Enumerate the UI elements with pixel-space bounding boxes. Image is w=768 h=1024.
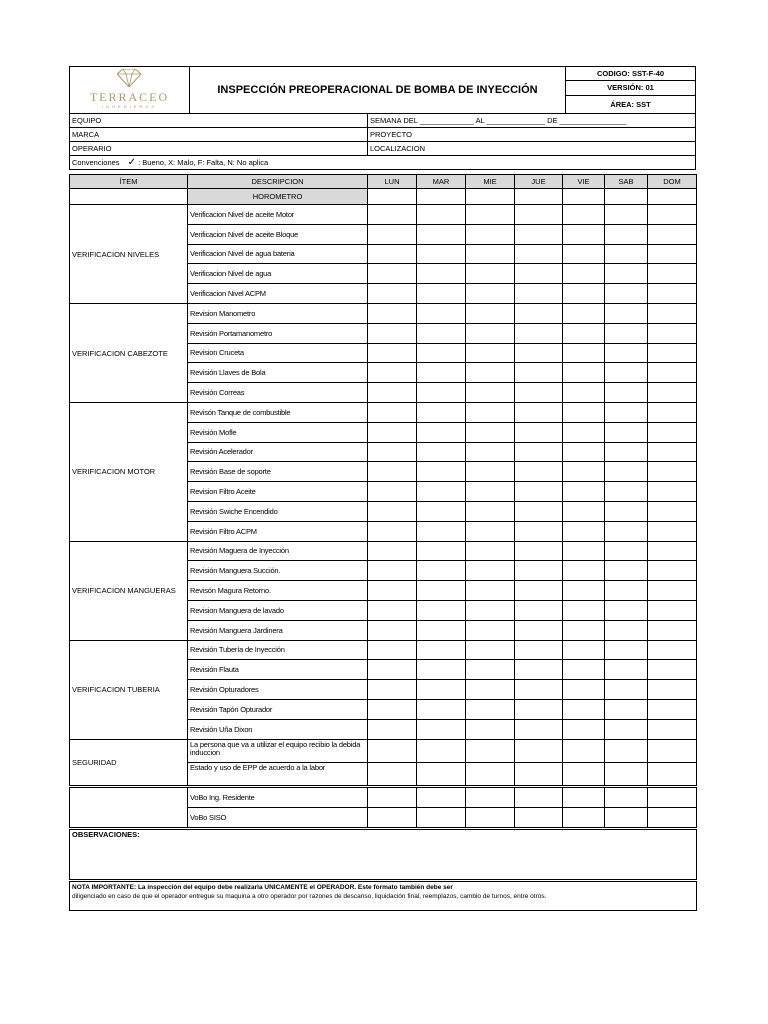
check-cell-sab[interactable] — [604, 679, 648, 700]
vobo-sign-cell-dom[interactable] — [647, 807, 697, 828]
check-cell-lun[interactable] — [367, 263, 417, 284]
check-cell-mar[interactable] — [416, 580, 466, 601]
check-cell-sab[interactable] — [604, 719, 648, 740]
check-cell-dom[interactable] — [647, 323, 697, 344]
check-cell-lun[interactable] — [367, 541, 417, 562]
column-header-sab: SAB — [604, 174, 648, 189]
check-cell-mar[interactable] — [416, 303, 466, 324]
check-cell-dom[interactable] — [647, 719, 697, 740]
group-item-cell: SEGURIDAD — [69, 739, 188, 787]
check-cell-mie[interactable] — [465, 640, 515, 661]
check-cell-dom[interactable] — [647, 501, 697, 522]
check-cell-dom[interactable] — [647, 541, 697, 562]
check-cell-sab[interactable] — [604, 382, 648, 403]
column-header-lun: LUN — [367, 174, 417, 189]
check-cell-lun[interactable] — [367, 343, 417, 364]
check-cell-jue[interactable] — [514, 283, 563, 304]
check-cell-jue[interactable] — [514, 224, 563, 245]
check-cell-mar[interactable] — [416, 323, 466, 344]
description-cell: Verificacion Nivel de aceite Bloque — [187, 224, 368, 245]
check-cell-dom[interactable] — [647, 679, 697, 700]
check-cell-jue[interactable] — [514, 762, 563, 786]
check-cell-jue[interactable] — [514, 739, 563, 763]
check-cell-sab[interactable] — [604, 521, 648, 542]
check-cell-vie[interactable] — [562, 422, 605, 443]
check-cell-sab[interactable] — [604, 640, 648, 661]
check-cell-dom[interactable] — [647, 244, 697, 265]
observaciones-label: OBSERVACIONES: — [72, 830, 140, 840]
semana-field[interactable]: SEMANA DEL _____________ AL ______________ DE ________________ — [367, 113, 696, 128]
check-cell-jue[interactable] — [514, 719, 563, 740]
check-cell-sab[interactable] — [604, 580, 648, 601]
check-cell-lun[interactable] — [367, 580, 417, 601]
group-item-cell: VERIFICACION CABEZOTE — [69, 303, 188, 403]
check-cell-lun[interactable] — [367, 560, 417, 581]
check-cell-mie[interactable] — [465, 699, 515, 720]
vobo-label: VoBo Ing. Residente — [187, 787, 368, 808]
check-cell-jue[interactable] — [514, 362, 563, 383]
column-header-dom: DOM — [647, 174, 697, 189]
description-cell: Revision Manometro — [187, 303, 368, 324]
check-cell-vie[interactable] — [562, 600, 605, 621]
vobo-item-cell — [69, 787, 188, 828]
check-cell-vie[interactable] — [562, 244, 605, 265]
check-cell-mie[interactable] — [465, 679, 515, 700]
check-cell-sab[interactable] — [604, 501, 648, 522]
check-cell-mar[interactable] — [416, 501, 466, 522]
check-cell-dom[interactable] — [647, 461, 697, 482]
check-cell-jue[interactable] — [514, 422, 563, 443]
check-cell-sab[interactable] — [604, 620, 648, 641]
check-cell-jue[interactable] — [514, 699, 563, 720]
description-cell: Revision Manguera de lavado — [187, 600, 368, 621]
description-cell: Revisión Correas — [187, 382, 368, 403]
check-cell-jue[interactable] — [514, 442, 563, 463]
check-cell-jue[interactable] — [514, 541, 563, 562]
check-cell-sab[interactable] — [604, 481, 648, 502]
check-cell-mie[interactable] — [465, 580, 515, 601]
column-header-ítem: ÍTEM — [69, 174, 188, 189]
horometro-jue-cell[interactable] — [514, 188, 563, 205]
convenciones-row — [69, 155, 696, 170]
check-cell-mar[interactable] — [416, 382, 466, 403]
vobo-sign-cell-sab[interactable] — [604, 787, 648, 808]
check-cell-mie[interactable] — [465, 323, 515, 344]
description-cell: Revisión Filtro ACPM — [187, 521, 368, 542]
check-cell-vie[interactable] — [562, 580, 605, 601]
check-cell-sab[interactable] — [604, 461, 648, 482]
check-cell-lun[interactable] — [367, 762, 417, 786]
horometro-mar-cell[interactable] — [416, 188, 466, 205]
observaciones-box[interactable] — [69, 829, 697, 880]
description-cell: Revisón Tanque de combustible — [187, 402, 368, 423]
check-cell-mar[interactable] — [416, 442, 466, 463]
check-cell-mar[interactable] — [416, 402, 466, 423]
check-cell-mar[interactable] — [416, 739, 466, 763]
description-cell: Revisión Base de soporte — [187, 461, 368, 482]
check-cell-dom[interactable] — [647, 422, 697, 443]
check-cell-sab[interactable] — [604, 442, 648, 463]
check-cell-sab[interactable] — [604, 224, 648, 245]
check-cell-mar[interactable] — [416, 620, 466, 641]
check-cell-lun[interactable] — [367, 481, 417, 502]
check-cell-lun[interactable] — [367, 699, 417, 720]
check-cell-mie[interactable] — [465, 521, 515, 542]
check-cell-mar[interactable] — [416, 679, 466, 700]
check-cell-mar[interactable] — [416, 541, 466, 562]
check-cell-jue[interactable] — [514, 263, 563, 284]
description-cell: Revisón Magura Retorno. — [187, 580, 368, 601]
column-header-descripcion: DESCRIPCION — [187, 174, 368, 189]
check-cell-mie[interactable] — [465, 422, 515, 443]
check-cell-vie[interactable] — [562, 362, 605, 383]
check-cell-vie[interactable] — [562, 762, 605, 786]
check-cell-lun[interactable] — [367, 620, 417, 641]
check-cell-lun[interactable] — [367, 501, 417, 522]
check-cell-dom[interactable] — [647, 580, 697, 601]
description-cell: Revision Filtro Aceite — [187, 481, 368, 502]
check-cell-jue[interactable] — [514, 659, 563, 680]
check-cell-mar[interactable] — [416, 283, 466, 304]
check-cell-sab[interactable] — [604, 402, 648, 423]
check-cell-sab[interactable] — [604, 362, 648, 383]
horometro-dom-cell[interactable] — [647, 188, 697, 205]
check-cell-sab[interactable] — [604, 283, 648, 304]
check-cell-mie[interactable] — [465, 244, 515, 265]
check-cell-sab[interactable] — [604, 343, 648, 364]
check-cell-jue[interactable] — [514, 323, 563, 344]
horometro-label: HOROMETRO — [187, 188, 368, 205]
check-cell-jue[interactable] — [514, 600, 563, 621]
check-cell-jue[interactable] — [514, 343, 563, 364]
vobo-sign-cell-mar[interactable] — [416, 787, 466, 808]
check-cell-lun[interactable] — [367, 204, 417, 225]
check-cell-mie[interactable] — [465, 343, 515, 364]
check-cell-dom[interactable] — [647, 263, 697, 284]
check-cell-vie[interactable] — [562, 620, 605, 641]
check-cell-jue[interactable] — [514, 481, 563, 502]
description-cell: Revision Cruceta — [187, 343, 368, 364]
check-cell-dom[interactable] — [647, 600, 697, 621]
convenciones-text: : Bueno, X: Malo, F: Falta, N: No aplica — [138, 158, 269, 167]
check-cell-mie[interactable] — [465, 283, 515, 304]
localizacion-field[interactable]: LOCALIZACION — [367, 141, 696, 156]
check-cell-vie[interactable] — [562, 501, 605, 522]
check-icon: ✓ — [127, 157, 137, 168]
vobo-sign-cell-lun[interactable] — [367, 807, 417, 828]
vobo-sign-cell-vie[interactable] — [562, 787, 605, 808]
check-cell-mar[interactable] — [416, 640, 466, 661]
vobo-sign-cell-lun[interactable] — [367, 787, 417, 808]
check-cell-dom[interactable] — [647, 362, 697, 383]
nota-importante-box — [69, 881, 697, 911]
check-cell-mie[interactable] — [465, 560, 515, 581]
check-cell-dom[interactable] — [647, 739, 697, 763]
check-cell-vie[interactable] — [562, 521, 605, 542]
version-cell: VERSIÓN: 01 — [565, 80, 696, 96]
check-cell-lun[interactable] — [367, 442, 417, 463]
check-cell-sab[interactable] — [604, 659, 648, 680]
description-cell: Verificacion Nivel de agua — [187, 263, 368, 284]
vobo-sign-cell-sab[interactable] — [604, 807, 648, 828]
horometro-lun-cell[interactable] — [367, 188, 417, 205]
check-cell-mie[interactable] — [465, 501, 515, 522]
check-cell-jue[interactable] — [514, 461, 563, 482]
description-cell: Revisión Mofle — [187, 422, 368, 443]
check-cell-vie[interactable] — [562, 303, 605, 324]
check-cell-dom[interactable] — [647, 204, 697, 225]
check-cell-jue[interactable] — [514, 640, 563, 661]
logo-text: TERRACEO — [89, 90, 170, 104]
check-cell-mie[interactable] — [465, 204, 515, 225]
check-cell-dom[interactable] — [647, 382, 697, 403]
check-cell-sab[interactable] — [604, 699, 648, 720]
check-cell-vie[interactable] — [562, 739, 605, 763]
area-cell: ÁREA: SST — [565, 95, 696, 114]
check-cell-vie[interactable] — [562, 283, 605, 304]
proyecto-field[interactable]: PROYECTO — [367, 127, 696, 142]
vobo-sign-cell-jue[interactable] — [514, 787, 563, 808]
check-cell-mie[interactable] — [465, 362, 515, 383]
check-cell-mie[interactable] — [465, 382, 515, 403]
check-cell-lun[interactable] — [367, 422, 417, 443]
check-cell-vie[interactable] — [562, 323, 605, 344]
check-cell-vie[interactable] — [562, 640, 605, 661]
check-cell-vie[interactable] — [562, 461, 605, 482]
codigo-cell: CODIGO: SST-F-40 — [565, 66, 696, 81]
check-cell-vie[interactable] — [562, 343, 605, 364]
form-title: INSPECCIÓN PREOPERACIONAL DE BOMBA DE INYECCIÓN — [189, 66, 566, 114]
column-header-vie: VIE — [562, 174, 605, 189]
check-cell-lun[interactable] — [367, 600, 417, 621]
check-cell-lun[interactable] — [367, 323, 417, 344]
check-cell-dom[interactable] — [647, 343, 697, 364]
check-cell-vie[interactable] — [562, 382, 605, 403]
vobo-sign-cell-dom[interactable] — [647, 787, 697, 808]
convenciones-label: Convenciones — [72, 158, 120, 167]
check-cell-lun[interactable] — [367, 303, 417, 324]
check-cell-lun[interactable] — [367, 283, 417, 304]
vobo-sign-cell-mie[interactable] — [465, 787, 515, 808]
description-cell: La persona que va a utilizar el equipo recibio la debida induccion — [187, 739, 368, 763]
check-cell-dom[interactable] — [647, 481, 697, 502]
check-cell-mie[interactable] — [465, 762, 515, 786]
column-header-jue: JUE — [514, 174, 563, 189]
nota-line-2: diligenciado en caso de que el operador entregue su maquina a otro operador por razones de descanso, liquidación final, reemplazos, cambio de turnos, entre otros. — [72, 893, 547, 901]
description-cell: Revisión Llaves de Bola — [187, 362, 368, 383]
check-cell-lun[interactable] — [367, 719, 417, 740]
group-item-cell: VERIFICACION MOTOR — [69, 402, 188, 542]
check-cell-lun[interactable] — [367, 402, 417, 423]
description-cell: Revisión Portamanometro — [187, 323, 368, 344]
check-cell-vie[interactable] — [562, 541, 605, 562]
check-cell-mar[interactable] — [416, 461, 466, 482]
check-cell-mie[interactable] — [465, 719, 515, 740]
horometro-vie-cell[interactable] — [562, 188, 605, 205]
column-header-mar: MAR — [416, 174, 466, 189]
description-cell: Revisión Acelerador — [187, 442, 368, 463]
check-cell-sab[interactable] — [604, 739, 648, 763]
check-cell-mar[interactable] — [416, 244, 466, 265]
check-cell-mie[interactable] — [465, 600, 515, 621]
description-cell: Revisión Opturadores — [187, 679, 368, 700]
check-cell-jue[interactable] — [514, 679, 563, 700]
check-cell-jue[interactable] — [514, 402, 563, 423]
check-cell-mie[interactable] — [465, 620, 515, 641]
operario-field[interactable]: OPERARIO — [69, 141, 368, 156]
check-cell-mie[interactable] — [465, 659, 515, 680]
check-cell-mie[interactable] — [465, 303, 515, 324]
check-cell-vie[interactable] — [562, 659, 605, 680]
check-cell-mie[interactable] — [465, 739, 515, 763]
check-cell-mie[interactable] — [465, 481, 515, 502]
check-cell-sab[interactable] — [604, 600, 648, 621]
check-cell-jue[interactable] — [514, 620, 563, 641]
nota-line-1: NOTA IMPORTANTE: La inspección del equipo debe realizarla UNICAMENTE el OPERADOR. Este formato también debe ser — [72, 884, 453, 892]
description-cell: Verificacion Nivel ACPM — [187, 283, 368, 304]
terraceo-logo-icon — [117, 69, 141, 87]
check-cell-dom[interactable] — [647, 283, 697, 304]
check-cell-mar[interactable] — [416, 204, 466, 225]
check-cell-lun[interactable] — [367, 679, 417, 700]
check-cell-jue[interactable] — [514, 501, 563, 522]
description-cell: Revisión Swiche Encendido — [187, 501, 368, 522]
column-header-mie: MIE — [465, 174, 515, 189]
description-cell: Revisión Uña Dixon — [187, 719, 368, 740]
check-cell-dom[interactable] — [647, 659, 697, 680]
check-cell-dom[interactable] — [647, 699, 697, 720]
check-cell-sab[interactable] — [604, 323, 648, 344]
check-cell-mar[interactable] — [416, 699, 466, 720]
check-cell-vie[interactable] — [562, 442, 605, 463]
check-cell-mar[interactable] — [416, 521, 466, 542]
check-cell-mar[interactable] — [416, 659, 466, 680]
check-cell-sab[interactable] — [604, 422, 648, 443]
check-cell-dom[interactable] — [647, 442, 697, 463]
description-cell: Verificacion Nivel de agua bateria — [187, 244, 368, 265]
check-cell-mar[interactable] — [416, 422, 466, 443]
check-cell-mie[interactable] — [465, 442, 515, 463]
check-cell-mar[interactable] — [416, 600, 466, 621]
vobo-label: VoBo SISO — [187, 807, 368, 828]
vobo-sign-cell-jue[interactable] — [514, 807, 563, 828]
check-cell-sab[interactable] — [604, 560, 648, 581]
vobo-sign-cell-vie[interactable] — [562, 807, 605, 828]
check-cell-vie[interactable] — [562, 679, 605, 700]
check-cell-mar[interactable] — [416, 343, 466, 364]
check-cell-sab[interactable] — [604, 204, 648, 225]
check-cell-jue[interactable] — [514, 521, 563, 542]
check-cell-vie[interactable] — [562, 204, 605, 225]
check-cell-dom[interactable] — [647, 224, 697, 245]
check-cell-vie[interactable] — [562, 560, 605, 581]
group-item-cell: VERIFICACION TUBERIA — [69, 640, 188, 740]
horometro-item-cell — [69, 188, 188, 205]
check-cell-sab[interactable] — [604, 244, 648, 265]
horometro-sab-cell[interactable] — [604, 188, 648, 205]
check-cell-lun[interactable] — [367, 521, 417, 542]
equipo-field[interactable]: EQUIPO — [69, 113, 368, 128]
logo-cell — [69, 66, 190, 114]
check-cell-jue[interactable] — [514, 560, 563, 581]
check-cell-sab[interactable] — [604, 762, 648, 786]
logo-subtext: INGENIEROS — [101, 104, 158, 109]
check-cell-dom[interactable] — [647, 762, 697, 786]
check-cell-jue[interactable] — [514, 244, 563, 265]
check-cell-vie[interactable] — [562, 719, 605, 740]
description-cell: Revisión Tapón Opturador — [187, 699, 368, 720]
check-cell-lun[interactable] — [367, 640, 417, 661]
check-cell-mar[interactable] — [416, 560, 466, 581]
check-cell-vie[interactable] — [562, 263, 605, 284]
check-cell-lun[interactable] — [367, 739, 417, 763]
check-cell-dom[interactable] — [647, 560, 697, 581]
check-cell-jue[interactable] — [514, 204, 563, 225]
group-item-cell: VERIFICACION MANGUERAS — [69, 541, 188, 641]
check-cell-sab[interactable] — [604, 303, 648, 324]
check-cell-dom[interactable] — [647, 640, 697, 661]
description-cell: Revisión Flauta — [187, 659, 368, 680]
check-cell-dom[interactable] — [647, 521, 697, 542]
check-cell-lun[interactable] — [367, 224, 417, 245]
check-cell-lun[interactable] — [367, 461, 417, 482]
description-cell: Revisión Manguera Jardinera — [187, 620, 368, 641]
description-cell: Revisión Manguera Succión. — [187, 560, 368, 581]
check-cell-lun[interactable] — [367, 659, 417, 680]
check-cell-sab[interactable] — [604, 263, 648, 284]
description-cell: Verificacion Nivel de aceite Motor — [187, 204, 368, 225]
horometro-mie-cell[interactable] — [465, 188, 515, 205]
check-cell-mar[interactable] — [416, 263, 466, 284]
check-cell-mie[interactable] — [465, 263, 515, 284]
check-cell-lun[interactable] — [367, 244, 417, 265]
check-cell-mar[interactable] — [416, 762, 466, 786]
inspection-form — [69, 66, 696, 911]
check-cell-dom[interactable] — [647, 402, 697, 423]
check-cell-dom[interactable] — [647, 303, 697, 324]
check-cell-mie[interactable] — [465, 541, 515, 562]
description-cell: Estado y uso de EPP de acuerdo a la labor — [187, 762, 368, 786]
check-cell-lun[interactable] — [367, 362, 417, 383]
check-cell-mar[interactable] — [416, 481, 466, 502]
description-cell: Revisión Tubería de Inyección — [187, 640, 368, 661]
check-cell-mie[interactable] — [465, 461, 515, 482]
vobo-sign-cell-mie[interactable] — [465, 807, 515, 828]
vobo-sign-cell-mar[interactable] — [416, 807, 466, 828]
check-cell-mie[interactable] — [465, 402, 515, 423]
check-cell-mar[interactable] — [416, 362, 466, 383]
check-cell-vie[interactable] — [562, 224, 605, 245]
check-cell-lun[interactable] — [367, 382, 417, 403]
check-cell-mie[interactable] — [465, 224, 515, 245]
check-cell-vie[interactable] — [562, 402, 605, 423]
check-cell-jue[interactable] — [514, 303, 563, 324]
check-cell-mar[interactable] — [416, 719, 466, 740]
check-cell-vie[interactable] — [562, 481, 605, 502]
check-cell-vie[interactable] — [562, 699, 605, 720]
check-cell-mar[interactable] — [416, 224, 466, 245]
check-cell-dom[interactable] — [647, 620, 697, 641]
check-cell-sab[interactable] — [604, 541, 648, 562]
marca-field[interactable]: MARCA — [69, 127, 368, 142]
group-item-cell: VERIFICACION NIVELES — [69, 204, 188, 304]
check-cell-jue[interactable] — [514, 382, 563, 403]
description-cell: Revisión Maguera de Inyección — [187, 541, 368, 562]
check-cell-jue[interactable] — [514, 580, 563, 601]
